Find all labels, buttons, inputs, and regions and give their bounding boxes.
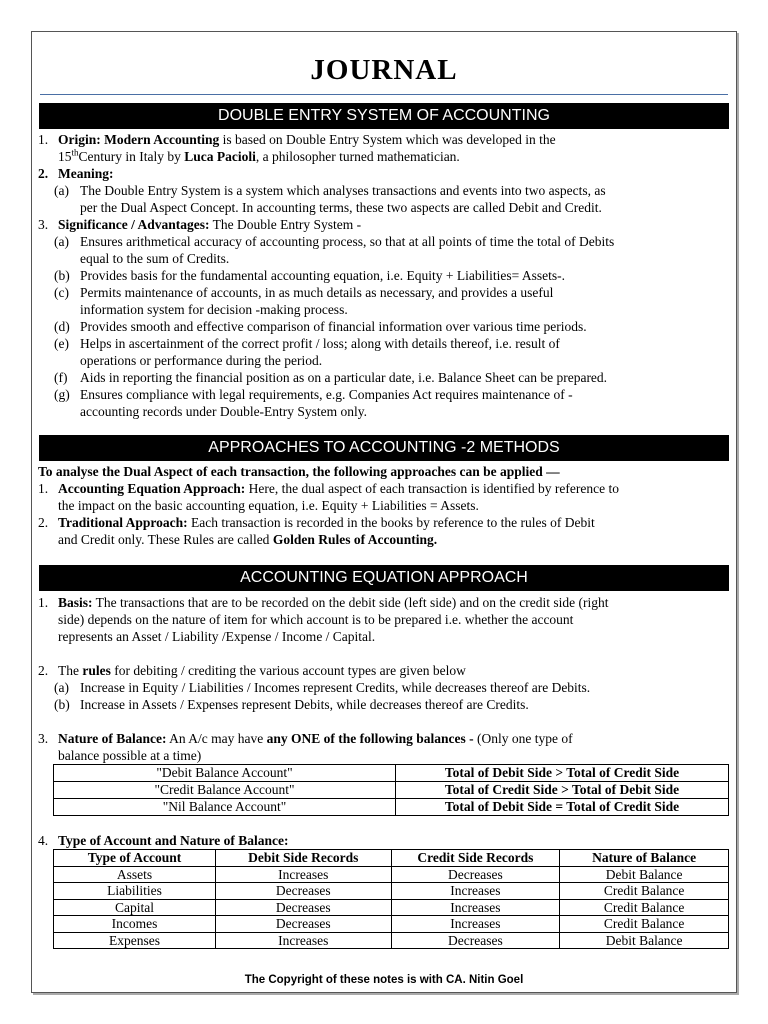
list-item: 2. Traditional Approach: Each transaction is recorded in the books by reference to the rules of Debit and Credit only. These Rules are called Golden Rules of Accounting. [38,515,595,547]
table-row: "Debit Balance Account" Total of Debit Side > Total of Credit Side [54,765,729,782]
list-item: (c) Permits maintenance of accounts, in as much details as necessary, and provides a useful information system for decision -making process. [54,285,554,317]
table-row: Capital Decreases Increases Credit Balance [54,899,729,916]
table-row: Incomes Decreases Increases Credit Balance [54,916,729,933]
table-row: "Credit Balance Account" Total of Credit Side > Total of Debit Side [54,782,729,799]
table-row: "Nil Balance Account" Total of Debit Side = Total of Credit Side [54,799,729,816]
section-heading-double-entry: DOUBLE ENTRY SYSTEM OF ACCOUNTING [39,103,729,129]
type-of-account-heading: 4. Type of Account and Nature of Balance: [38,833,289,848]
title-divider [40,94,728,95]
list-item: (b) Increase in Assets / Expenses represent Debits, while decreases thereof are Credits. [54,697,529,712]
section-approaches [38,463,728,548]
meaning-heading: 2. Meaning: [38,166,114,181]
page-frame [31,31,737,993]
copyright-footer: The Copyright of these notes is with CA. Nitin Goel [244,974,524,986]
table-header-row: Type of Account Debit Side Records Credit Side Records Nature of Balance [54,850,729,867]
list-item: (b) Provides basis for the fundamental accounting equation, i.e. Equity + Liabilities= Assets-. [54,268,566,283]
nature-of-balance-paragraph: 3. Nature of Balance: An A/c may have any ONE of the following balances - (Only one type of balance possible at a time) [38,731,573,763]
list-item: (f) Aids in reporting the financial position as on a particular date, i.e. Balance Sheet can be prepared. [54,370,608,385]
list-item: (a) Increase in Equity / Liabilities / Incomes represent Credits, while decreases thereof are Debits. [54,680,591,695]
page-title: JOURNAL [310,54,458,86]
basis-paragraph: 1. Basis: The transactions that are to be recorded on the debit side (left side) and on the credit side (right side) depends on the nature of item for which account is to be prepared i.e. whether the account represents an Asset / Liability /Expense / Income / Capital. [38,595,609,644]
approaches-intro: To analyse the Dual Aspect of each transaction, the following approaches can be applied — [38,464,560,479]
list-item: (a) Ensures arithmetical accuracy of accounting process, so that at all points of time the total of Debits equal to the sum of Credits. [54,234,615,266]
balance-table [53,764,729,816]
rules-paragraph: 2. The rules for debiting / crediting the various account types are given below [38,663,466,678]
section-heading-equation: ACCOUNTING EQUATION APPROACH [39,565,729,591]
significance-heading: 3. Significance / Advantages: The Double Entry System - [38,217,362,232]
list-item: (e) Helps in ascertainment of the correct profit / loss; along with details thereof, i.e. result of operations or performance during the period. [54,336,560,368]
section-double-entry [38,131,728,420]
meaning-item: (a) The Double Entry System is a system which analyses transactions and events into two aspects, as per the Dual Aspect Concept. In accounting terms, these two aspects are called Debit and Credit. [54,183,606,215]
table-row: Expenses Increases Decreases Debit Balance [54,932,729,949]
section-equation [38,594,728,949]
origin-paragraph: 1. Origin: Modern Accounting is based on Double Entry System which was developed in the 15thCentury in Italy by Luca Pacioli, a philosopher turned mathematician. [38,132,556,164]
table-row: Assets Increases Decreases Debit Balance [54,866,729,883]
table-row: Liabilities Decreases Increases Credit Balance [54,883,729,900]
account-type-table [53,849,729,949]
list-item: (d) Provides smooth and effective comparison of financial information over various time periods. [54,319,587,334]
section-heading-approaches: APPROACHES TO ACCOUNTING -2 METHODS [39,435,729,461]
list-item: 1. Accounting Equation Approach: Here, the dual aspect of each transaction is identified by reference to the impact on the basic accounting equation, i.e. Equity + Liabilities = Assets. [38,481,619,513]
list-item: (g) Ensures compliance with legal requirements, e.g. Companies Act requires maintenance of - accounting records under Double-Entry System only. [54,387,573,419]
